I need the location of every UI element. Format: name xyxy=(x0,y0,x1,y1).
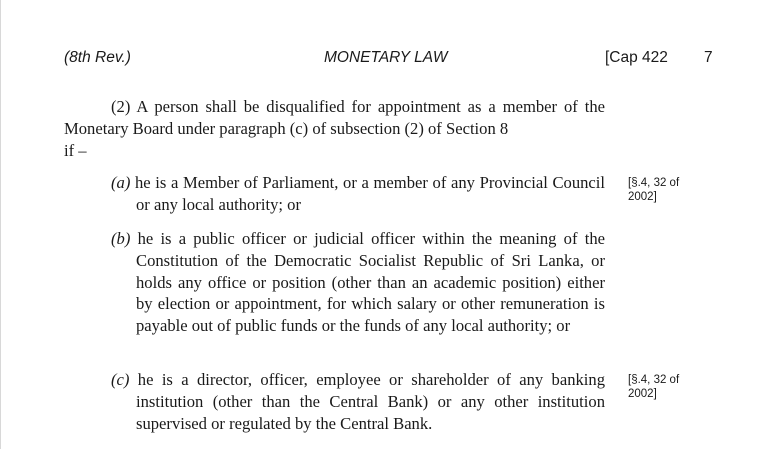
clause-c xyxy=(111,369,605,434)
margin-note-a: [§.4, 32 of 2002] xyxy=(628,177,680,203)
header-revision: (8th Rev.) xyxy=(64,49,131,66)
clause-b xyxy=(111,228,605,337)
clause-c-text: he is a director, officer, employee or shareholder of any banking institution (other than the Central Bank) or any other institution supervised or regulated by the Central Bank. xyxy=(129,370,605,433)
clause-b-text: he is a public officer or judicial officer within the meaning of the Constitution of the Democratic Socialist Republic of Sri Lanka, or holds any office or position (other than an academic position) either by election or appointment, for which salary or other remuneration is payable out of public funds or the funds of any local authority; or xyxy=(130,229,605,336)
clause-a xyxy=(111,172,605,216)
margin-note-c: [§.4, 32 of 2002] xyxy=(628,374,680,400)
clause-c-marker: (c) xyxy=(111,370,130,389)
header-title: MONETARY LAW xyxy=(324,49,448,66)
intro-tail: if – xyxy=(64,140,87,160)
header-chapter: [Cap 422 xyxy=(605,49,668,66)
intro-paragraph xyxy=(64,96,605,161)
clause-b-marker: (b) xyxy=(111,229,131,248)
page-number: 7 xyxy=(704,49,713,66)
clause-a-text: he is a Member of Parliament, or a member of any Provincial Council or any local authority; or xyxy=(130,173,605,214)
intro-text: (2) A person shall be disqualified for appointment as a member of the Monetary Board under paragraph (c) of subsection (2) of Section 8 xyxy=(64,97,605,138)
clause-a-marker: (a) xyxy=(111,173,131,192)
